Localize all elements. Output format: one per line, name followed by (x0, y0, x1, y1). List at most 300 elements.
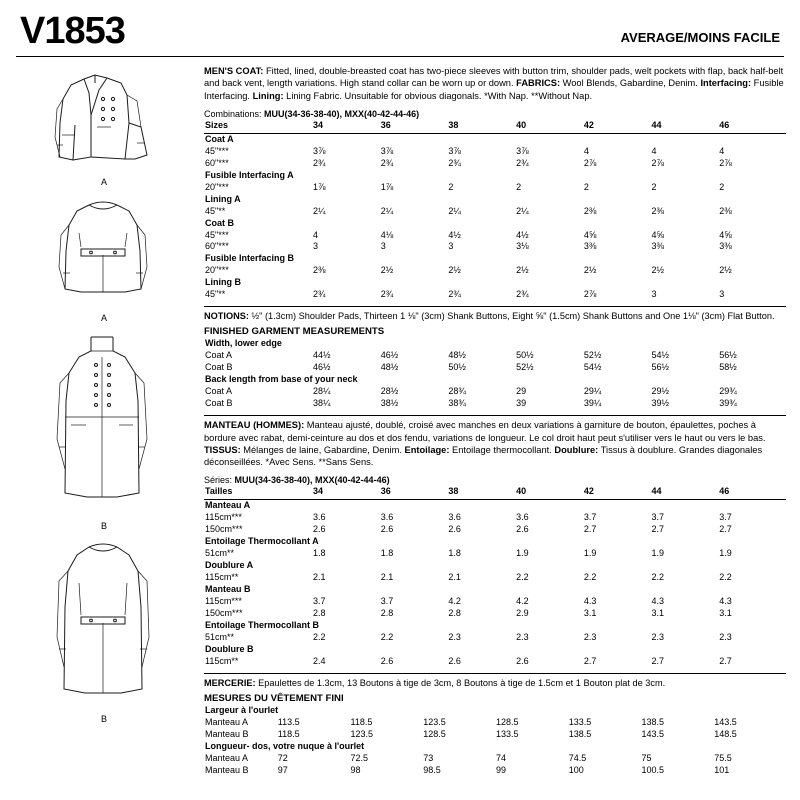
table-row (204, 656, 786, 668)
group-label: Manteau B (205, 584, 251, 595)
cell: 2⅞ (651, 157, 665, 168)
cell: 2¾ (313, 289, 326, 300)
chart-group-row (204, 560, 786, 572)
group-label: Longueur- dos, votre nuque à l'ourlet (205, 740, 365, 751)
row-label: 45"*** (205, 229, 229, 240)
cell: 2½ (583, 265, 597, 276)
table-row (204, 398, 786, 410)
cell: 2¼ (313, 205, 326, 216)
illustration-coat-a-back (14, 193, 194, 323)
tissus-text: Mélanges de laine, Gabardine, Denim. (240, 444, 405, 455)
cell: 28¾ (448, 386, 466, 397)
cell: 3.1 (583, 608, 597, 619)
cell: 3⅛ (516, 241, 529, 252)
chart-group-row (204, 584, 786, 596)
cell: 2½ (380, 265, 394, 276)
table-row (204, 265, 786, 277)
cell: 2.6 (516, 524, 529, 535)
description-heading-fr: MANTEAU (HOMMES): (204, 420, 305, 431)
cell: 3⅜ (651, 241, 665, 252)
table-row (204, 729, 786, 741)
cell: 4⅝ (719, 229, 732, 240)
cell: 4⅝ (583, 229, 597, 240)
cell: 4.2 (448, 596, 461, 607)
cell: 2.2 (516, 572, 529, 583)
cell: 2¼ (448, 205, 461, 216)
cell: 46½ (380, 350, 399, 361)
row-label: 51cm** (205, 631, 235, 642)
table-row (204, 717, 786, 729)
cell: 118.5 (277, 728, 300, 739)
group-label: Coat A (205, 133, 234, 144)
cell: 2½ (719, 265, 732, 276)
cell: 100.5 (641, 764, 665, 775)
cell: 1.9 (719, 548, 732, 559)
row-label: Coat B (205, 398, 233, 409)
cell: 113.5 (277, 716, 300, 727)
cell: 48½ (448, 350, 466, 361)
size-col: 42 (583, 120, 651, 133)
mercerie-text: Epaulettes de 1.3cm, 13 Boutons à tige de 3cm, 8 Boutons à tige de 1.5cm et 1 Bouton plat de 3cm. (255, 677, 666, 688)
cell: 2.2 (313, 631, 326, 642)
cell: 1.9 (583, 548, 597, 559)
mercerie-label: MERCERIE: (204, 677, 256, 688)
cell: 39 (516, 398, 527, 409)
mesures-chart-french (204, 705, 786, 777)
row-label: 51cm** (205, 548, 235, 559)
cell: 54½ (583, 362, 602, 373)
description-heading-en: MEN'S COAT: (204, 66, 264, 76)
chart-group-row (204, 170, 786, 182)
table-row (204, 596, 786, 608)
cell: 133.5 (496, 728, 519, 739)
chart-header-row-en (204, 120, 786, 133)
cell: 4.2 (516, 596, 529, 607)
cell: 29¼ (583, 386, 602, 397)
cell: 73 (423, 752, 434, 763)
cell: 2.1 (448, 572, 461, 583)
cell: 4.3 (719, 596, 732, 607)
group-label: Coat B (205, 217, 234, 228)
cell: 2½ (651, 265, 665, 276)
cell: 39½ (651, 398, 670, 409)
row-label: Coat B (205, 362, 233, 373)
cell: 3 (448, 241, 454, 252)
chart-group-row (204, 620, 786, 632)
row-label: 20"*** (205, 181, 229, 192)
table-row (204, 524, 786, 536)
cell: 2.2 (651, 572, 665, 583)
table-row (204, 158, 786, 170)
row-label: 150cm*** (205, 524, 243, 535)
group-label: Lining B (205, 277, 241, 288)
size-col: 46 (718, 120, 786, 133)
cell: 52½ (583, 350, 602, 361)
size-col: 44 (651, 120, 719, 133)
cell: 4 (583, 145, 589, 156)
cell: 3.7 (719, 512, 732, 523)
cell: 28½ (380, 386, 399, 397)
cell: 128.5 (496, 716, 519, 727)
cell: 3 (719, 289, 725, 300)
cell: 3.7 (313, 596, 326, 607)
row-label: 45"*** (205, 145, 229, 156)
cell: 1⅞ (380, 181, 394, 192)
combinations-en (204, 109, 786, 119)
size-col: 36 (380, 486, 448, 499)
table-row (204, 182, 786, 194)
entoilage-label: Entoilage: (404, 444, 450, 455)
chart-group-row (204, 500, 786, 512)
cell: 2.3 (516, 631, 529, 642)
cell: 1.9 (651, 548, 665, 559)
cell: 2.2 (380, 631, 394, 642)
group-label: Back length from base of your neck (205, 374, 358, 385)
size-col: 38 (447, 120, 515, 133)
combinations-value-en: MUU(34-36-38-40), MXX(40-42-44-46) (264, 108, 420, 119)
table-row (204, 241, 786, 253)
illustration-caption: A (100, 177, 107, 187)
table-row (204, 608, 786, 620)
cell: 29 (516, 386, 527, 397)
cell: 3⅞ (313, 145, 326, 156)
cell: 1⅞ (313, 181, 326, 192)
size-col: 40 (515, 486, 583, 499)
header-divider (16, 56, 784, 57)
size-col: 42 (583, 486, 651, 499)
fabrics-label: FABRICS: (516, 78, 561, 89)
cell: 2¼ (380, 205, 394, 216)
cell: 52½ (516, 362, 534, 373)
mercerie-fr (204, 673, 786, 689)
cell: 3⅞ (516, 145, 529, 156)
cell: 3.1 (719, 608, 732, 619)
cell: 2.6 (380, 655, 394, 666)
chart-group-row (204, 133, 786, 145)
cell: 4 (313, 229, 319, 240)
cell: 72.5 (350, 752, 369, 763)
table-row (204, 386, 786, 398)
cell: 3⅜ (719, 241, 732, 252)
cell: 2.7 (583, 524, 597, 535)
size-col: 46 (718, 486, 786, 499)
cell: 4⅛ (380, 229, 394, 240)
cell: 97 (277, 764, 288, 775)
content-columns (14, 65, 786, 777)
size-col: 38 (447, 486, 515, 499)
cell: 2.1 (380, 572, 394, 583)
cell: 98 (350, 764, 361, 775)
row-label: 115cm*** (205, 512, 242, 523)
cell: 2 (516, 181, 522, 192)
cell: 75.5 (714, 752, 732, 763)
cell: 123.5 (350, 728, 374, 739)
doublure-label: Doublure: (554, 444, 599, 455)
cell: 3⅞ (448, 145, 461, 156)
cell: 2.6 (380, 524, 394, 535)
chart-group-row (204, 253, 786, 265)
cell: 138.5 (568, 728, 592, 739)
fabrics-text: Wool Blends, Gabardine, Denim. (560, 78, 701, 89)
lining-label: Lining: (252, 90, 284, 101)
group-label: Width, lower edge (205, 338, 282, 349)
cell: 50½ (516, 350, 534, 361)
chart-group-row (204, 277, 786, 289)
entoilage-text: Entoilage thermocollant. (449, 444, 555, 455)
row-label: 60"*** (205, 157, 229, 168)
cell: 39¾ (719, 398, 737, 409)
cell: 2.7 (719, 524, 732, 535)
illustration-coat-b-front (14, 329, 194, 531)
cell: 2.8 (448, 608, 461, 619)
cell: 138.5 (641, 716, 665, 727)
cell: 2¾ (448, 157, 461, 168)
cell: 2 (719, 181, 725, 192)
description-body-fr: Manteau ajusté, doublé, croisé avec manches en deux variations à garniture de bouton, épaulettes, poches à bordure avec rabat, demi-ceinture au dos et dos fendu, variations de longueur. Le col droit haut peut s'utiliser vers le haut ou vers le bas. (204, 420, 766, 443)
cell: 2.7 (719, 655, 732, 666)
cell: 3.6 (448, 512, 461, 523)
mesures-title: MESURES DU VÊTEMENT FINI (204, 693, 344, 705)
row-label: 60"*** (205, 241, 229, 252)
cell: 3 (380, 241, 386, 252)
illustration-column (14, 65, 194, 777)
cell: 118.5 (350, 716, 373, 727)
chart-group-row (204, 194, 786, 206)
table-row (204, 632, 786, 644)
cell: 4 (651, 145, 657, 156)
group-label: Doublure B (205, 643, 254, 654)
row-label: Manteau B (205, 728, 249, 739)
coat-a-front-drawing (29, 65, 179, 175)
cell: 2⅜ (651, 205, 665, 216)
cell: 2.7 (583, 655, 597, 666)
cell: 2¾ (448, 289, 461, 300)
cell: 72 (277, 752, 288, 763)
group-label: Doublure A (205, 560, 254, 571)
cell: 3.1 (651, 608, 665, 619)
cell: 2.4 (313, 655, 326, 666)
cell: 2¾ (380, 289, 394, 300)
description-english (204, 65, 786, 102)
group-label: Entoilage Thermocollant A (205, 536, 319, 547)
cell: 101 (714, 764, 730, 775)
table-row (204, 206, 786, 218)
header (14, 10, 786, 54)
cell: 56½ (651, 362, 670, 373)
coat-b-back-drawing (29, 537, 179, 712)
cell: 2.3 (719, 631, 732, 642)
table-row (204, 753, 786, 765)
lining-text: Lining Fabric. Unsuitable for obvious diagonals. *With Nap. **Without Nap. (283, 90, 593, 101)
cell: 2¾ (516, 289, 529, 300)
cell: 2¾ (313, 157, 326, 168)
row-label: Manteau A (205, 716, 249, 727)
chart-group-row (204, 218, 786, 230)
cell: 2⅜ (719, 205, 732, 216)
coat-a-back-drawing (29, 193, 179, 311)
cell: 100 (568, 764, 584, 775)
cell: 2⅜ (313, 265, 326, 276)
cell: 4.3 (651, 596, 665, 607)
cell: 2.2 (719, 572, 732, 583)
cell: 148.5 (714, 728, 737, 739)
row-label: Coat A (205, 386, 233, 397)
chart-group-row (204, 338, 786, 350)
series-value-fr: MUU(34-36-38-40), MXX(40-42-44-46) (234, 475, 390, 486)
cell: 3.7 (380, 596, 394, 607)
illustration-caption: B (100, 521, 107, 531)
cell: 4½ (448, 229, 461, 240)
cell: 2½ (448, 265, 461, 276)
cell: 38¼ (313, 398, 331, 409)
cell: 2 (583, 181, 589, 192)
cell: 2.7 (651, 655, 665, 666)
series-prefix-fr: Séries: (204, 475, 235, 486)
cell: 38¾ (448, 398, 466, 409)
cell: 56½ (719, 350, 737, 361)
table-row (204, 230, 786, 242)
coat-b-front-drawing (29, 329, 179, 519)
cell: 4 (719, 145, 725, 156)
cell: 3.6 (380, 512, 394, 523)
description-french (204, 415, 786, 468)
illustration-coat-b-back (14, 537, 194, 724)
cell: 2 (448, 181, 454, 192)
cell: 99 (496, 764, 507, 775)
size-col: 34 (312, 486, 380, 499)
table-row (204, 350, 786, 362)
illustration-coat-a-front (14, 65, 194, 187)
page-title: V1853 (20, 10, 125, 52)
table-row (204, 512, 786, 524)
table-row (204, 289, 786, 301)
cell: 74.5 (568, 752, 587, 763)
cell: 2½ (516, 265, 529, 276)
illustration-caption: A (100, 313, 107, 323)
row-label: 45"** (205, 205, 226, 216)
row-label: 115cm*** (205, 596, 242, 607)
cell: 1.8 (380, 548, 394, 559)
table-row (204, 146, 786, 158)
cell: 58½ (719, 362, 737, 373)
doublure-text: Tissus à doublure. Grandes diagonales déconseillées. *Avec Sens. **Sans Sens. (204, 444, 763, 468)
cell: 98.5 (423, 764, 441, 775)
chart-header-row-fr (204, 486, 786, 499)
cell: 3.6 (313, 512, 326, 523)
cell: 2.8 (313, 608, 326, 619)
cell: 29¾ (719, 386, 737, 397)
size-col: 36 (380, 120, 448, 133)
cell: 2.6 (448, 655, 461, 666)
cell: 133.5 (568, 716, 592, 727)
cell: 123.5 (423, 716, 446, 727)
chart-group-row (204, 374, 786, 386)
cell: 2.3 (583, 631, 597, 642)
cell: 3.7 (651, 512, 665, 523)
cell: 2.6 (516, 655, 529, 666)
cell: 28¼ (313, 386, 331, 397)
chart-group-row (204, 536, 786, 548)
group-label: Entoilage Thermocollant B (205, 620, 320, 630)
cell: 1.8 (313, 548, 326, 559)
yardage-chart-french (204, 486, 786, 668)
table-row (204, 548, 786, 560)
cell: 143.5 (641, 728, 665, 739)
cell: 2.3 (651, 631, 665, 642)
size-col: 40 (515, 120, 583, 133)
chart-group-row (204, 705, 786, 717)
cell: 2.8 (380, 608, 394, 619)
cell: 2⅞ (719, 157, 732, 168)
cell: 2¾ (516, 157, 529, 168)
group-label: Fusible Interfacing B (205, 253, 295, 264)
cell: 46½ (313, 362, 331, 373)
row-label: Manteau A (205, 752, 249, 763)
group-label: Largeur à l'ourlet (205, 705, 279, 716)
cell: 3⅜ (583, 241, 597, 252)
cell: 128.5 (423, 728, 446, 739)
group-label: Lining A (205, 193, 241, 204)
combinations-prefix-en: Combinations: (204, 108, 265, 119)
cell: 50½ (448, 362, 466, 373)
cell: 74 (496, 752, 507, 763)
size-col: 44 (651, 486, 719, 499)
cell: 2.6 (448, 524, 461, 535)
cell: 2¼ (516, 205, 529, 216)
row-label: Coat A (205, 350, 233, 361)
illustration-caption: B (100, 714, 107, 724)
cell: 2.6 (313, 524, 326, 535)
notions-en (204, 306, 786, 322)
finished-measurements-chart (204, 338, 786, 410)
cell: 54½ (651, 350, 670, 361)
cell: 2.3 (448, 631, 461, 642)
notions-text: ½" (1.3cm) Shoulder Pads, Thirteen 1 ⅛" (3cm) Shank Buttons, Eight ⅝" (1.5cm) Shank Buttons and One 1⅛" (3cm) Flat Button. (248, 311, 775, 322)
cell: 2¾ (380, 157, 394, 168)
chart-group-row (204, 741, 786, 753)
cell: 38½ (380, 398, 399, 409)
cell: 3.6 (516, 512, 529, 523)
cell: 39¼ (583, 398, 602, 409)
table-row (204, 362, 786, 374)
cell: 2⅜ (583, 205, 597, 216)
cell: 2.1 (313, 572, 326, 583)
text-column (204, 65, 786, 777)
row-label: 20"*** (205, 265, 229, 276)
interfacing-text: Fusible Interfacing. (204, 78, 784, 101)
table-row (204, 572, 786, 584)
cell: 2.2 (583, 572, 597, 583)
cell: 2 (651, 181, 657, 192)
cell: 4.3 (583, 596, 597, 607)
cell: 1.8 (448, 548, 461, 559)
chart-group-row (204, 644, 786, 656)
notions-label: NOTIONS: (204, 311, 249, 322)
cell: 3.7 (583, 512, 597, 523)
difficulty-label: AVERAGE/MOINS FACILE (620, 30, 780, 45)
series-fr (204, 475, 786, 485)
cell: 4½ (516, 229, 529, 240)
row-label: 150cm*** (205, 608, 243, 619)
cell: 143.5 (714, 716, 737, 727)
cell: 3 (313, 241, 319, 252)
finished-measurements-title: FINISHED GARMENT MEASUREMENTS (204, 326, 385, 338)
tissus-label: TISSUS: (204, 444, 241, 455)
cell: 2.7 (651, 524, 665, 535)
interfacing-label: Interfacing: (700, 78, 752, 89)
group-label: Manteau A (205, 500, 251, 511)
cell: 2⅞ (583, 157, 597, 168)
